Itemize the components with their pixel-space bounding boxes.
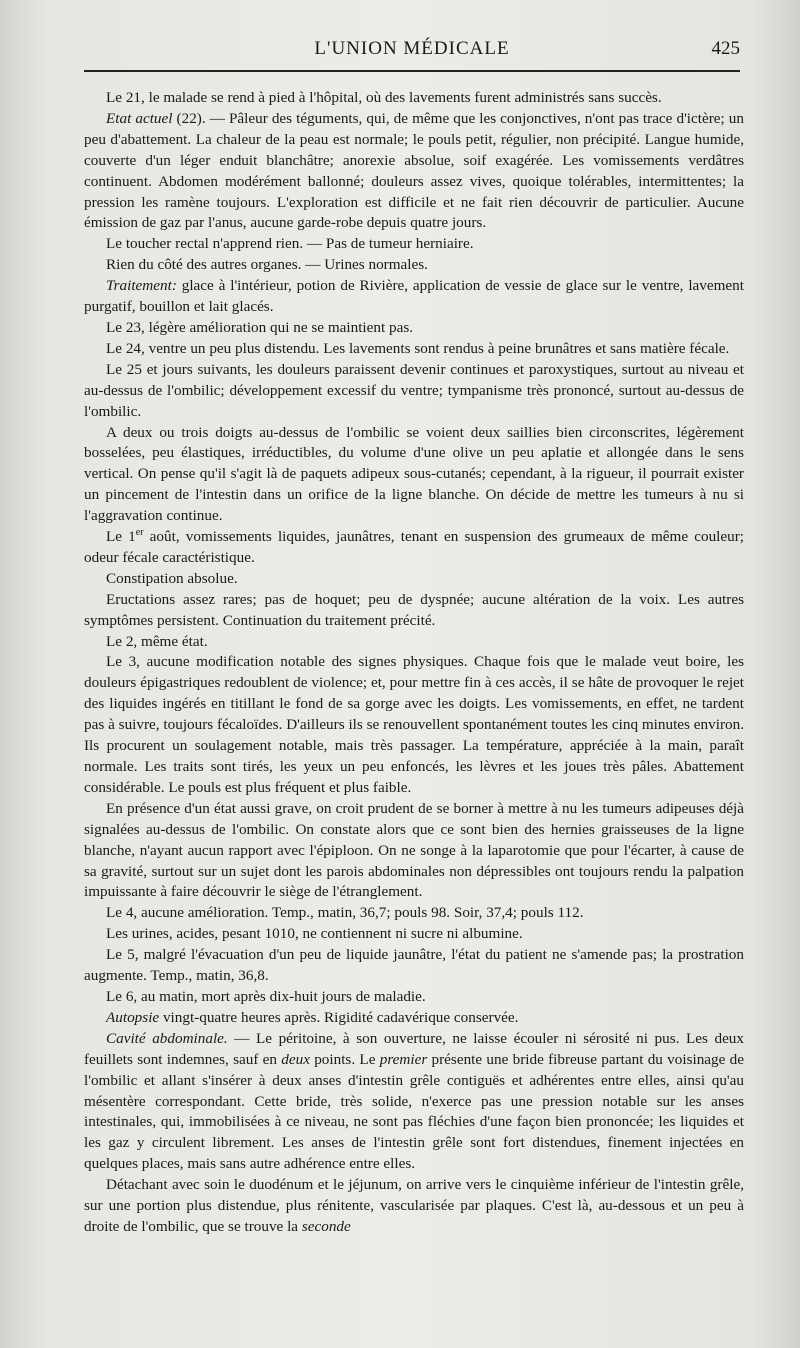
paragraph: Le 5, malgré l'évacuation d'un peu de liquide jaunâtre, l'état du patient ne s'amende pas; la prostration augmente. Temp., matin, 36,8. xyxy=(84,946,744,985)
running-title: L'UNION MÉDICALE xyxy=(314,38,510,59)
paragraph: Etat actuel (22). — Pâleur des téguments, qui, de même que les conjonctives, n'ont pas trace d'ictère; un peu d'abattement. La chaleur de la peau est normale; le pouls petit, régulier, non précipité. Langue humide, couverte d'un léger enduit blanchâtre; anorexie absolue, soif exagérée. Les vomissements verdâtres continuent. Abdomen modérément ballonné; douleurs assez vives, quoique tolérables, intermittentes; la pression les ramène toujours. L'exploration est difficile et ne fait rien découvrir de particulier. Aucune émission de gaz par l'anus, aucune garde-robe depuis quatre jours. xyxy=(84,109,744,232)
paragraph: Rien du côté des autres organes. — Urines normales. xyxy=(106,256,428,274)
header-rule xyxy=(84,70,740,72)
paragraph: Le 23, légère amélioration qui ne se maintient pas. xyxy=(106,318,414,336)
paragraph: Le 25 et jours suivants, les douleurs paraissent devenir continues et paroxystiques, surtout au niveau et au-dessus de l'ombilic; développement excessif du ventre; tympanisme très prononcé, surtout au-dessus de l'ombilic. xyxy=(84,360,744,420)
paragraph: Le 21, le malade se rend à pied à l'hôpital, où des lavements furent administrés sans succès. xyxy=(106,89,662,106)
paragraph: En présence d'un état aussi grave, on croit prudent de se borner à mettre à nu les tumeurs adipeuses déjà signalées au-dessus de l'ombilic. On constate alors que ce sont bien des hernies graisseuses de la ligne blanche, n'ayant aucun rapport avec l'épiploon. On ne songe à la laparotomie que pour l'écarter, à cause de sa gravité, surtout sur un sujet dont les parois abdominales non dépressibles ont toujours rendu la palpation impuissante à faire découvrir le siège de l'étranglement. xyxy=(84,799,744,901)
paragraph: Les urines, acides, pesant 1010, ne contiennent ni sucre ni albumine. xyxy=(106,925,523,943)
paragraph: Le 24, ventre un peu plus distendu. Les lavements sont rendus à peine brunâtres et sans matière fécale. xyxy=(106,339,730,357)
paragraph: Le 6, au matin, mort après dix-huit jours de maladie. xyxy=(106,987,426,1005)
paragraph: Le 1er août, vomissements liquides, jaunâtres, tenant en suspension des grumeaux de même couleur; odeur fécale caractéristique. xyxy=(84,526,744,566)
paragraph: Le 2, même état. xyxy=(106,632,208,650)
paragraph: Le toucher rectal n'apprend rien. — Pas de tumeur herniaire. xyxy=(106,235,474,253)
paragraph: Traitement: glace à l'intérieur, potion de Rivière, application de vessie de glace sur le ventre, lavement purgatif, bouillon et lait glacés. xyxy=(84,277,744,316)
paragraph: Détachant avec soin le duodénum et le jéjunum, on arrive vers le cinquième inférieur de l'intestin grêle, sur une portion plus distendue, plus rénitente, vascularisée par plaques. C'est là, au-dessous et un peu à droite de l'ombilic, que se trouve la seconde xyxy=(84,1176,744,1235)
paragraph: Le 3, aucune modification notable des signes physiques. Chaque fois que le malade veut boire, les douleurs épigastriques redoublent de violence; et, pour mettre fin à ces accès, il se hâte de provoquer le rejet des liquides ingérés en titillant le fond de sa gorge avec les doigts. Les vomissements, en effet, ne tardent pas à suivre, toujours fécaloïdes. D'ailleurs ils se renouvellent spontanément toutes les cinq minutes environ. Ils procurent un soulagement notable, mais très passager. La température, appréciée à la main, paraît normale. Les traits sont tirés, les yeux un peu enfoncés, les lèvres et les joues très pâles. Abattement considérable. Le pouls est plus fréquent et plus faible. xyxy=(84,653,744,796)
page-header xyxy=(84,38,740,70)
page-number: 425 xyxy=(711,38,740,59)
paragraph: Constipation absolue. xyxy=(106,569,238,587)
paragraph: Cavité abdominale. — Le péritoine, à son ouverture, ne laisse écouler ni sérosité ni pus. Les deux feuillets sont indemnes, sauf en deux points. Le premier présente une bride fibreuse partant du voisinage de l'ombilic et allant s'insérer à deux anses d'intestin grêle contiguës et adhérentes entre elles, ainsi qu'au mésentère correspondant. Cette bride, très solide, n'exerce pas une pression notable sur les anses intestinales, qui, immobilisées à ce niveau, ne sont pas fléchies d'une façon bien prononcée; les liquides et les gaz y circulent librement. Les anses de l'intestin grêle sont fort distendues, finement injectées en quelques places, mais sans autre adhérence entre elles. xyxy=(84,1029,744,1173)
paragraph: A deux ou trois doigts au-dessus de l'ombilic se voient deux saillies bien circonscrites, légèrement bosselées, peu élastiques, irréductibles, du volume d'une olive un peu aplatie et allongée dans le sens vertical. On pense qu'il s'agit là de paquets adipeux sous-cutanés; cependant, à la rigueur, il pourrait exister un pincement de l'intestin dans un orifice de la ligne blanche. On décide de mettre les tumeurs à nu si l'aggravation continue. xyxy=(84,423,744,525)
paragraph: Autopsie vingt-quatre heures après. Rigidité cadavérique conservée. xyxy=(106,1008,519,1026)
article-body xyxy=(84,88,744,1238)
paragraph: Le 4, aucune amélioration. Temp., matin, 36,7; pouls 98. Soir, 37,4; pouls 112. xyxy=(106,904,584,922)
paragraph: Eructations assez rares; pas de hoquet; peu de dyspnée; aucune altération de la voix. Les autres symptômes persistent. Continuation du traitement précité. xyxy=(84,590,744,629)
